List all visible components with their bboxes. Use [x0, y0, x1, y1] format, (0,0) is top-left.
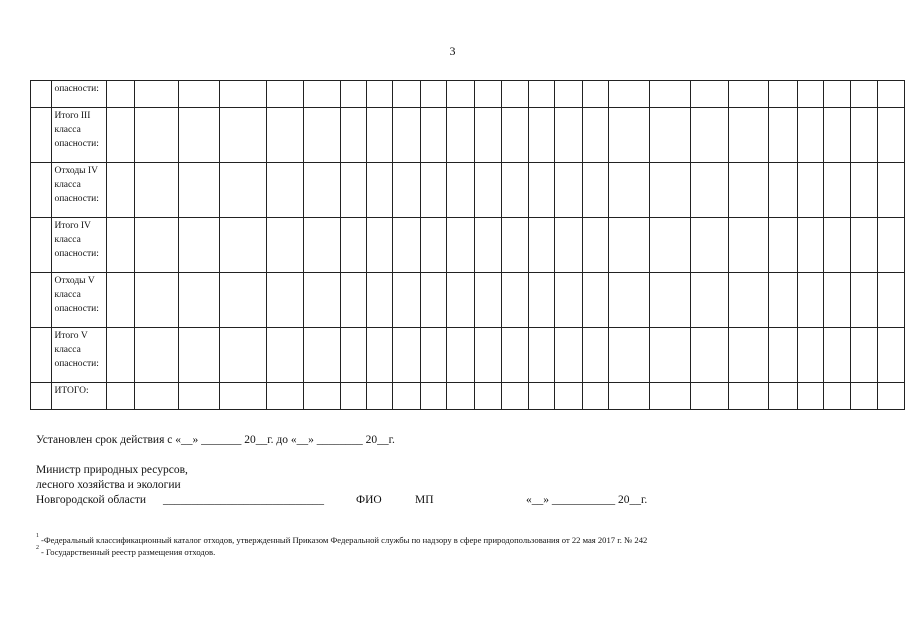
table-cell	[529, 81, 555, 108]
table-cell	[303, 163, 340, 218]
table-cell	[31, 383, 52, 410]
table-cell	[878, 383, 905, 410]
table-cell	[797, 383, 823, 410]
table-cell	[728, 383, 768, 410]
table-cell	[220, 273, 266, 328]
table-cell	[609, 81, 649, 108]
table-cell	[502, 218, 529, 273]
footnote-1-text: -Федеральный классификационный каталог отходов, утвержденный Приказом Федеральной службы по надзору в сфере природопользования от 22 мая 2017 г. № 242	[41, 535, 648, 545]
table-cell	[393, 328, 421, 383]
table-cell	[474, 81, 502, 108]
table-cell	[554, 108, 582, 163]
table-cell	[609, 383, 649, 410]
table-cell	[609, 273, 649, 328]
table-cell	[31, 163, 52, 218]
row-label: Итого IV класса опасности:	[52, 218, 106, 273]
table-cell	[179, 218, 220, 273]
footnote-1-mark: 1	[36, 533, 39, 540]
table-cell	[340, 163, 367, 218]
table-cell	[851, 218, 878, 273]
table-cell	[266, 218, 303, 273]
table-row	[31, 81, 905, 108]
table-cell	[728, 163, 768, 218]
table-cell	[420, 383, 446, 410]
table-cell	[769, 383, 798, 410]
table-cell	[691, 218, 728, 273]
validity-period-line: Установлен срок действия с «__» _______ 20__г. до «__» ________ 20__г.	[36, 434, 395, 446]
table-cell	[502, 163, 529, 218]
table-cell	[823, 81, 851, 108]
table-cell	[554, 328, 582, 383]
table-cell	[393, 218, 421, 273]
table-cell	[649, 218, 691, 273]
table-cell	[340, 218, 367, 273]
table-cell	[303, 273, 340, 328]
table-cell	[878, 328, 905, 383]
table-cell	[554, 273, 582, 328]
table-cell	[474, 163, 502, 218]
table-cell	[797, 81, 823, 108]
table-cell	[179, 273, 220, 328]
table-cell	[823, 218, 851, 273]
page-number: 3	[449, 44, 456, 58]
table-cell	[691, 328, 728, 383]
table-cell	[367, 273, 393, 328]
table-cell	[106, 328, 134, 383]
table-cell	[220, 163, 266, 218]
table-cell	[878, 218, 905, 273]
table-cell	[340, 108, 367, 163]
table-cell	[31, 81, 52, 108]
table-cell	[31, 328, 52, 383]
table-cell	[106, 273, 134, 328]
table-cell	[649, 328, 691, 383]
table-cell	[393, 81, 421, 108]
table-cell	[554, 218, 582, 273]
table-cell	[529, 163, 555, 218]
table-cell	[728, 218, 768, 273]
table-cell	[31, 108, 52, 163]
footnote-2-text: - Государственный реестр размещения отходов.	[41, 547, 216, 557]
table-cell	[220, 81, 266, 108]
table-cell	[303, 328, 340, 383]
table-cell	[340, 383, 367, 410]
footnote-2-mark: 2	[36, 545, 39, 552]
table-cell	[823, 328, 851, 383]
table-cell	[367, 383, 393, 410]
table-cell	[266, 328, 303, 383]
table-cell	[474, 108, 502, 163]
table-cell	[649, 81, 691, 108]
table-cell	[649, 383, 691, 410]
table-row	[31, 218, 905, 273]
table-cell	[878, 163, 905, 218]
table-cell	[134, 218, 179, 273]
minister-title-line1: Министр природных ресурсов,	[36, 464, 188, 476]
table-cell	[420, 81, 446, 108]
table-cell	[769, 81, 798, 108]
table-cell	[529, 108, 555, 163]
table-cell	[728, 273, 768, 328]
table-cell	[582, 218, 609, 273]
fio-label: ФИО	[356, 494, 382, 506]
table-cell	[529, 328, 555, 383]
table-cell	[851, 81, 878, 108]
stamp-label: МП	[415, 494, 434, 506]
table-cell	[303, 81, 340, 108]
table-cell	[474, 273, 502, 328]
table-cell	[502, 273, 529, 328]
table-cell	[797, 328, 823, 383]
table-cell	[266, 163, 303, 218]
waste-table	[30, 80, 905, 410]
table-cell	[609, 163, 649, 218]
table-cell	[649, 108, 691, 163]
footnote-1	[36, 535, 647, 545]
table-cell	[823, 108, 851, 163]
table-cell	[502, 328, 529, 383]
region-label: Новгородской области	[36, 494, 147, 506]
table-cell	[582, 273, 609, 328]
table-cell	[797, 273, 823, 328]
table-cell	[769, 218, 798, 273]
table-cell	[878, 81, 905, 108]
table-cell	[851, 328, 878, 383]
table-cell	[691, 273, 728, 328]
signature-blank: ____________________________	[163, 494, 324, 506]
table-cell	[728, 108, 768, 163]
table-cell	[529, 273, 555, 328]
table-cell	[502, 81, 529, 108]
table-cell	[340, 328, 367, 383]
table-row	[31, 273, 905, 328]
row-label: Отходы IV класса опасности:	[52, 163, 106, 218]
table-cell	[106, 108, 134, 163]
table-cell	[340, 273, 367, 328]
table-cell	[474, 383, 502, 410]
table-cell	[823, 383, 851, 410]
table-cell	[728, 328, 768, 383]
table-cell	[878, 108, 905, 163]
table-cell	[367, 218, 393, 273]
row-label: ИТОГО:	[52, 383, 106, 410]
table-cell	[582, 383, 609, 410]
table-cell	[266, 383, 303, 410]
table-cell	[106, 163, 134, 218]
table-cell	[420, 163, 446, 218]
table-cell	[446, 328, 474, 383]
table-cell	[446, 218, 474, 273]
table-cell	[474, 328, 502, 383]
table-cell	[851, 108, 878, 163]
table-cell	[851, 383, 878, 410]
table-cell	[303, 218, 340, 273]
table-cell	[420, 273, 446, 328]
table-cell	[446, 383, 474, 410]
table-cell	[446, 163, 474, 218]
table-cell	[367, 81, 393, 108]
signature-date: «__» ___________ 20__г.	[526, 494, 648, 506]
table-cell	[420, 328, 446, 383]
table-cell	[823, 163, 851, 218]
table-cell	[134, 81, 179, 108]
table-cell	[554, 383, 582, 410]
table-row	[31, 328, 905, 383]
table-cell	[797, 163, 823, 218]
table-cell	[851, 273, 878, 328]
table-cell	[582, 108, 609, 163]
table-cell	[367, 163, 393, 218]
table-row	[31, 163, 905, 218]
table-cell	[106, 383, 134, 410]
row-label: Итого V класса опасности:	[52, 328, 106, 383]
table-cell	[502, 383, 529, 410]
table-cell	[691, 383, 728, 410]
table-cell	[420, 108, 446, 163]
table-cell	[554, 81, 582, 108]
table-cell	[266, 81, 303, 108]
table-cell	[220, 328, 266, 383]
table-cell	[649, 163, 691, 218]
table-cell	[420, 218, 446, 273]
table-cell	[134, 383, 179, 410]
table-row	[31, 383, 905, 410]
table-cell	[446, 273, 474, 328]
table-cell	[797, 108, 823, 163]
table-cell	[769, 163, 798, 218]
table-cell	[179, 108, 220, 163]
table-cell	[134, 108, 179, 163]
footnote-2	[36, 547, 215, 557]
table-cell	[609, 328, 649, 383]
table-cell	[769, 108, 798, 163]
table-cell	[393, 273, 421, 328]
table-cell	[303, 383, 340, 410]
row-label: Отходы V класса опасности:	[52, 273, 106, 328]
table-cell	[823, 273, 851, 328]
table-cell	[31, 273, 52, 328]
table-cell	[582, 81, 609, 108]
table-cell	[266, 108, 303, 163]
table-cell	[446, 81, 474, 108]
table-cell	[134, 328, 179, 383]
table-cell	[266, 273, 303, 328]
minister-title-line2: лесного хозяйства и экологии	[36, 479, 181, 491]
table-cell	[393, 163, 421, 218]
table-cell	[582, 163, 609, 218]
table-cell	[728, 81, 768, 108]
table-cell	[582, 328, 609, 383]
table-cell	[367, 108, 393, 163]
row-label: опасности:	[52, 81, 106, 108]
row-label: Итого III класса опасности:	[52, 108, 106, 163]
table-cell	[649, 273, 691, 328]
table-cell	[529, 383, 555, 410]
table-cell	[106, 218, 134, 273]
table-cell	[134, 163, 179, 218]
table-cell	[691, 163, 728, 218]
table-cell	[797, 218, 823, 273]
table-cell	[609, 108, 649, 163]
table-cell	[769, 328, 798, 383]
table-cell	[106, 81, 134, 108]
table-cell	[179, 163, 220, 218]
table-cell	[878, 273, 905, 328]
table-cell	[446, 108, 474, 163]
table-cell	[179, 81, 220, 108]
table-cell	[554, 163, 582, 218]
table-cell	[502, 108, 529, 163]
table-cell	[529, 218, 555, 273]
table-cell	[31, 218, 52, 273]
table-cell	[691, 81, 728, 108]
table-cell	[367, 328, 393, 383]
table-cell	[134, 273, 179, 328]
table-cell	[474, 218, 502, 273]
table-cell	[769, 273, 798, 328]
table-row	[31, 108, 905, 163]
table-cell	[609, 218, 649, 273]
table-cell	[220, 218, 266, 273]
table-cell	[220, 108, 266, 163]
table-cell	[303, 108, 340, 163]
table-cell	[393, 108, 421, 163]
table-cell	[179, 328, 220, 383]
table-cell	[220, 383, 266, 410]
table-cell	[851, 163, 878, 218]
table-cell	[179, 383, 220, 410]
table-cell	[691, 108, 728, 163]
table-cell	[393, 383, 421, 410]
table-cell	[340, 81, 367, 108]
